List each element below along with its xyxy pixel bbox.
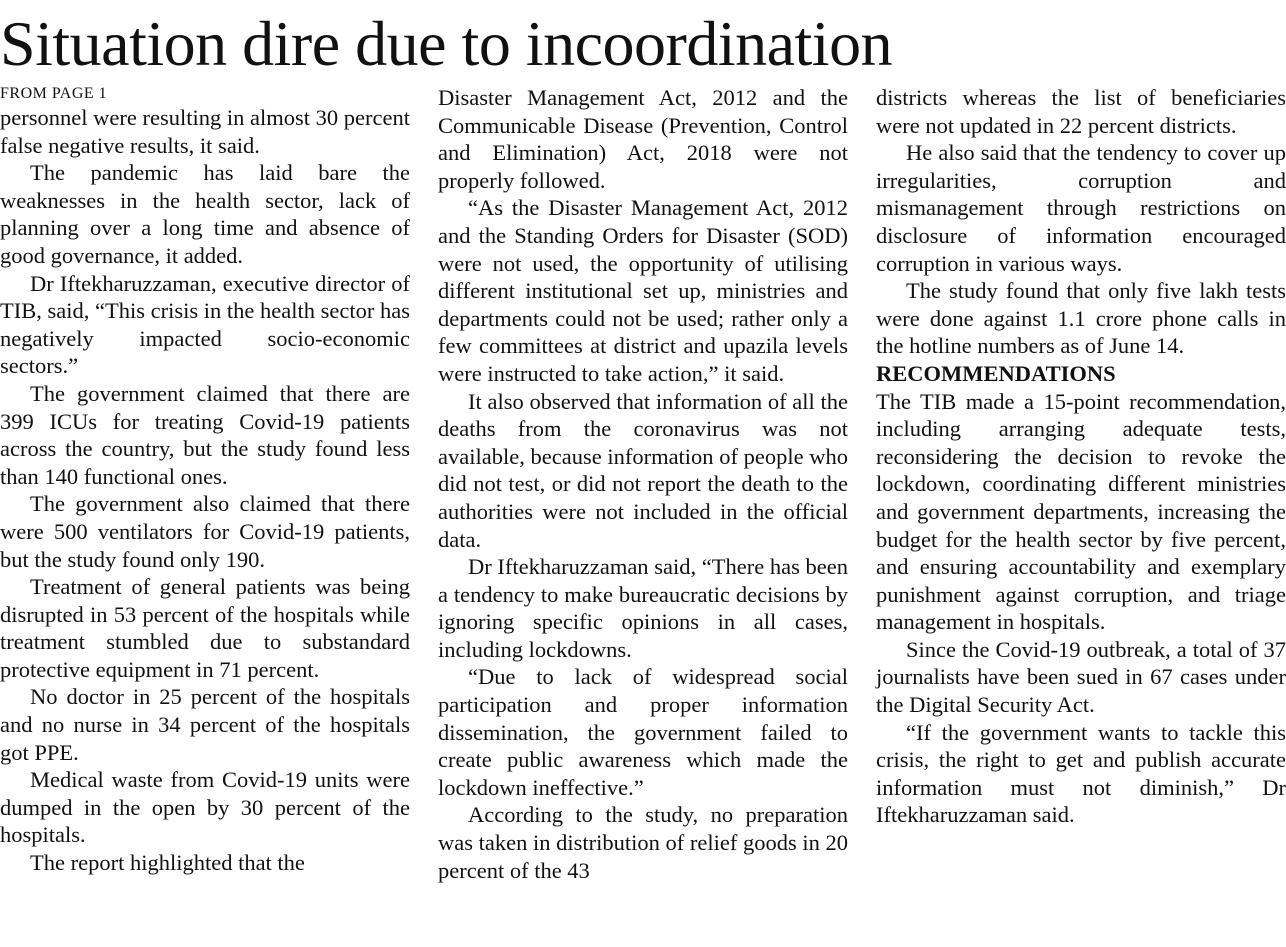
- paragraph: “If the government wants to tackle this crisis, the right to get and publish accurate information must not diminish,” Dr Iftekharuzzaman said.: [876, 719, 1286, 828]
- paragraph: Disaster Management Act, 2012 and the Communicable Disease (Prevention, Control and Elimination) Act, 2018 were not properly followed.: [438, 85, 848, 193]
- paragraph: personnel were resulting in almost 30 percent false negative results, it said.: [0, 105, 410, 158]
- paragraph: The government also claimed that there were 500 ventilators for Covid-19 patients, but the study found only 190.: [0, 491, 410, 572]
- article-column-2: [438, 84, 848, 884]
- paragraph: Dr Iftekharuzzaman said, “There has been a tendency to make bureaucratic decisions by ignoring specific opinions in all cases, including lockdowns.: [438, 554, 848, 662]
- paragraph: Since the Covid-19 outbreak, a total of 37 journalists have been sued in 67 cases under the Digital Security Act.: [876, 636, 1286, 718]
- paragraph: “As the Disaster Management Act, 2012 and the Standing Orders for Disaster (SOD) were not used, the opportunity of utilising different institutional set up, ministries and departments could not be used; rather only a few committees at district and upazila levels were instructed to take action,” it said.: [438, 195, 848, 386]
- paragraph: The pandemic has laid bare the weaknesses in the health sector, lack of planning over a long time and absence of good governance, it added.: [0, 160, 410, 268]
- paragraph: Medical waste from Covid-19 units were dumped in the open by 30 percent of the hospitals.: [0, 767, 410, 848]
- paragraph: The report highlighted that the: [30, 850, 305, 876]
- paragraph: It also observed that information of all the deaths from the coronavirus was not available, because information of people who did not test, or did not report the death to the authorities were not included in the official data.: [438, 388, 848, 552]
- paragraph: The study found that only five lakh tests were done against 1.1 crore phone calls in the hotline numbers as of June 14.: [876, 278, 1286, 359]
- article-column-3: [876, 84, 1286, 829]
- paragraph: districts whereas the list of beneficiaries were not updated in 22 percent districts.: [876, 85, 1286, 138]
- paragraph: “Due to lack of widespread social participation and proper information dissemination, the government failed to create public awareness which made the lockdown ineffective.”: [438, 664, 848, 800]
- paragraph: According to the study, no preparation was taken in distribution of relief goods in 20 percent of the 43: [438, 802, 848, 883]
- paragraph: Dr Iftekharuzzaman, executive director of TIB, said, “This crisis in the health sector has negatively impacted socio-economic sectors.”: [0, 270, 410, 379]
- paragraph: Treatment of general patients was being disrupted in 53 percent of the hospitals while treatment stumbled due to substandard protective equipment in 71 percent.: [0, 574, 410, 682]
- section-subhead: RECOMMENDATIONS: [876, 360, 1116, 386]
- article-column-1: [0, 84, 410, 877]
- paragraph: No doctor in 25 percent of the hospitals and no nurse in 34 percent of the hospitals got PPE.: [0, 684, 410, 765]
- paragraph: The TIB made a 15-point recommendation, including arranging adequate tests, reconsidering the decision to revoke the lockdown, coordinating different ministries and government departments, increasing the budget for the health sector by five percent, and ensuring accountability and exemplary punishment against corruption, and triage management in hospitals.: [876, 388, 1286, 635]
- jump-line: FROM PAGE 1: [0, 85, 108, 102]
- paragraph: He also said that the tendency to cover up irregularities, corruption and mismanagement through restrictions on disclosure of information encouraged corruption in various ways.: [876, 140, 1286, 276]
- headline: Situation dire due to incoordination: [0, 8, 893, 79]
- paragraph: The government claimed that there are 399 ICUs for treating Covid-19 patients across the country, but the study found less than 140 functional ones.: [0, 380, 410, 489]
